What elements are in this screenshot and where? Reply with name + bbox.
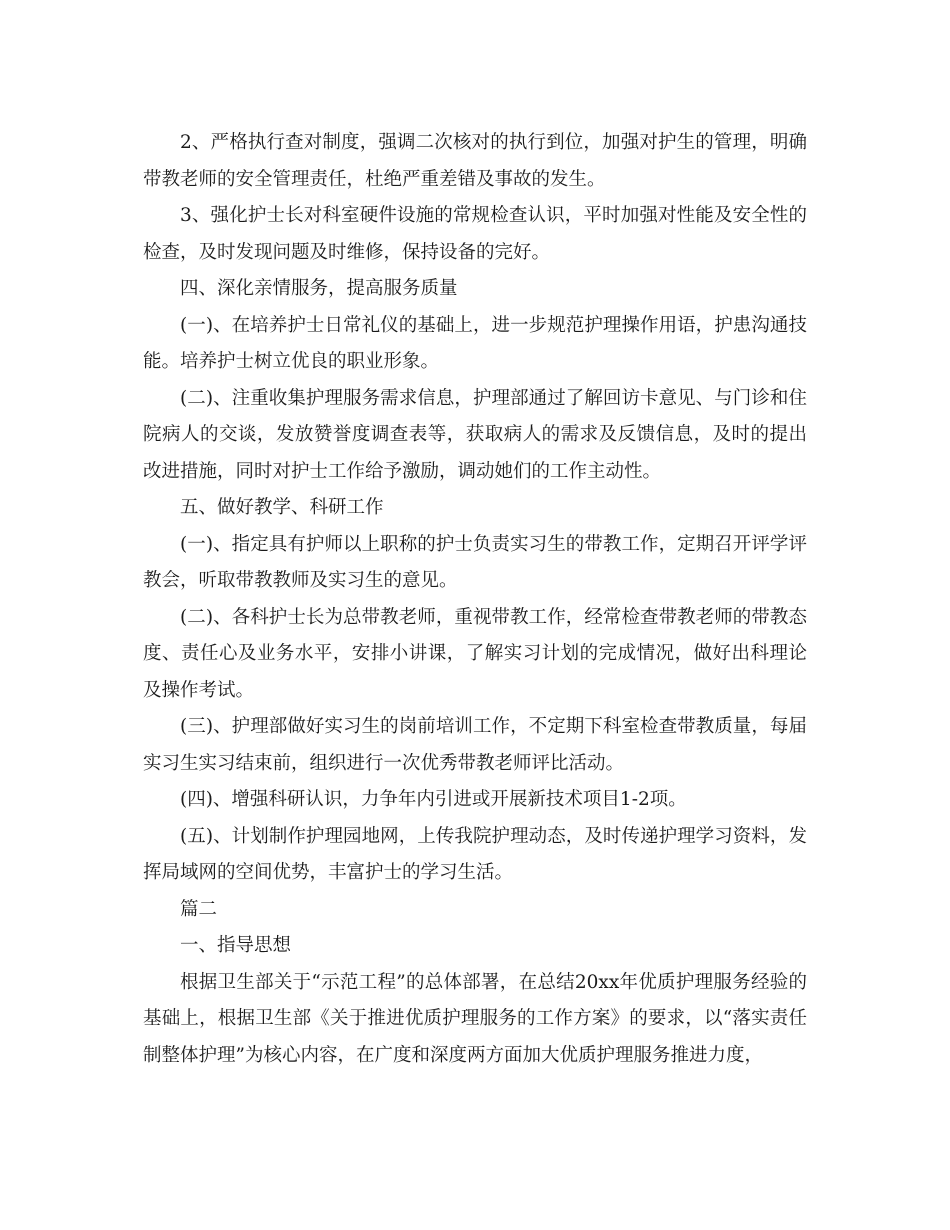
- paragraph-website: (五)、计划制作护理园地网，上传我院护理动态，及时传递护理学习资料，发挥局域网的空间优势，丰富护士的学习生活。: [143, 825, 807, 883]
- paragraph-teaching-assign: (一)、指定具有护师以上职称的护士负责实习生的带教工作，定期召开评学评教会，听取带教教师及实习生的意见。: [143, 533, 807, 591]
- paragraph-etiquette: (一)、在培养护士日常礼仪的基础上，进一步规范护理操作用语，护患沟通技能。培养护士树立优良的职业形象。: [143, 314, 807, 372]
- paragraph-equipment-check: 3、强化护士长对科室硬件设施的常规检查认识，平时加强对性能及安全性的检查，及时发现问题及时维修，保持设备的完好。: [143, 205, 807, 263]
- section-heading-guiding-idea: 一、指导思想: [180, 935, 292, 956]
- paragraph-safety-check: 2、严格执行查对制度，强调二次核对的执行到位，加强对护生的管理，明确带教老师的安全管理责任，杜绝严重差错及事故的发生。: [143, 132, 807, 190]
- paragraph-research: (四)、增强科研认识，力争年内引进或开展新技术项目1-2项。: [180, 789, 687, 810]
- paragraph-head-nurse-teaching: (二)、各科护士长为总带教老师，重视带教工作，经常检查带教老师的带教态度、责任心及业务水平，安排小讲课，了解实习计划的完成情况，做好出科理论及操作考试。: [143, 606, 807, 701]
- paragraph-guiding-idea: 根据卫生部关于“示范工程”的总体部署，在总结20xx年优质护理服务经验的基础上，根据卫生部《关于推进优质护理服务的工作方案》的要求，以“落实责任制整体护理”为核心内容，在广度和深度两方面加大优质护理服务推进力度，: [143, 971, 807, 1066]
- paragraph-pre-job-training: (三)、护理部做好实习生的岗前培训工作，不定期下科室检查带教质量，每届实习生实习结束前，组织进行一次优秀带教老师评比活动。: [143, 716, 807, 774]
- document-body: [143, 125, 807, 1074]
- section-heading-service: 四、深化亲情服务，提高服务质量: [180, 278, 458, 299]
- section-heading-teaching: 五、做好教学、科研工作: [180, 497, 384, 518]
- section-heading-part-two: 篇二: [180, 898, 218, 920]
- paragraph-feedback: (二)、注重收集护理服务需求信息，护理部通过了解回访卡意见、与门诊和住院病人的交谈，发放赞誉度调查表等，获取病人的需求及反馈信息，及时的提出改进措施，同时对护士工作给予激励，调动她们的工作主动性。: [143, 387, 807, 482]
